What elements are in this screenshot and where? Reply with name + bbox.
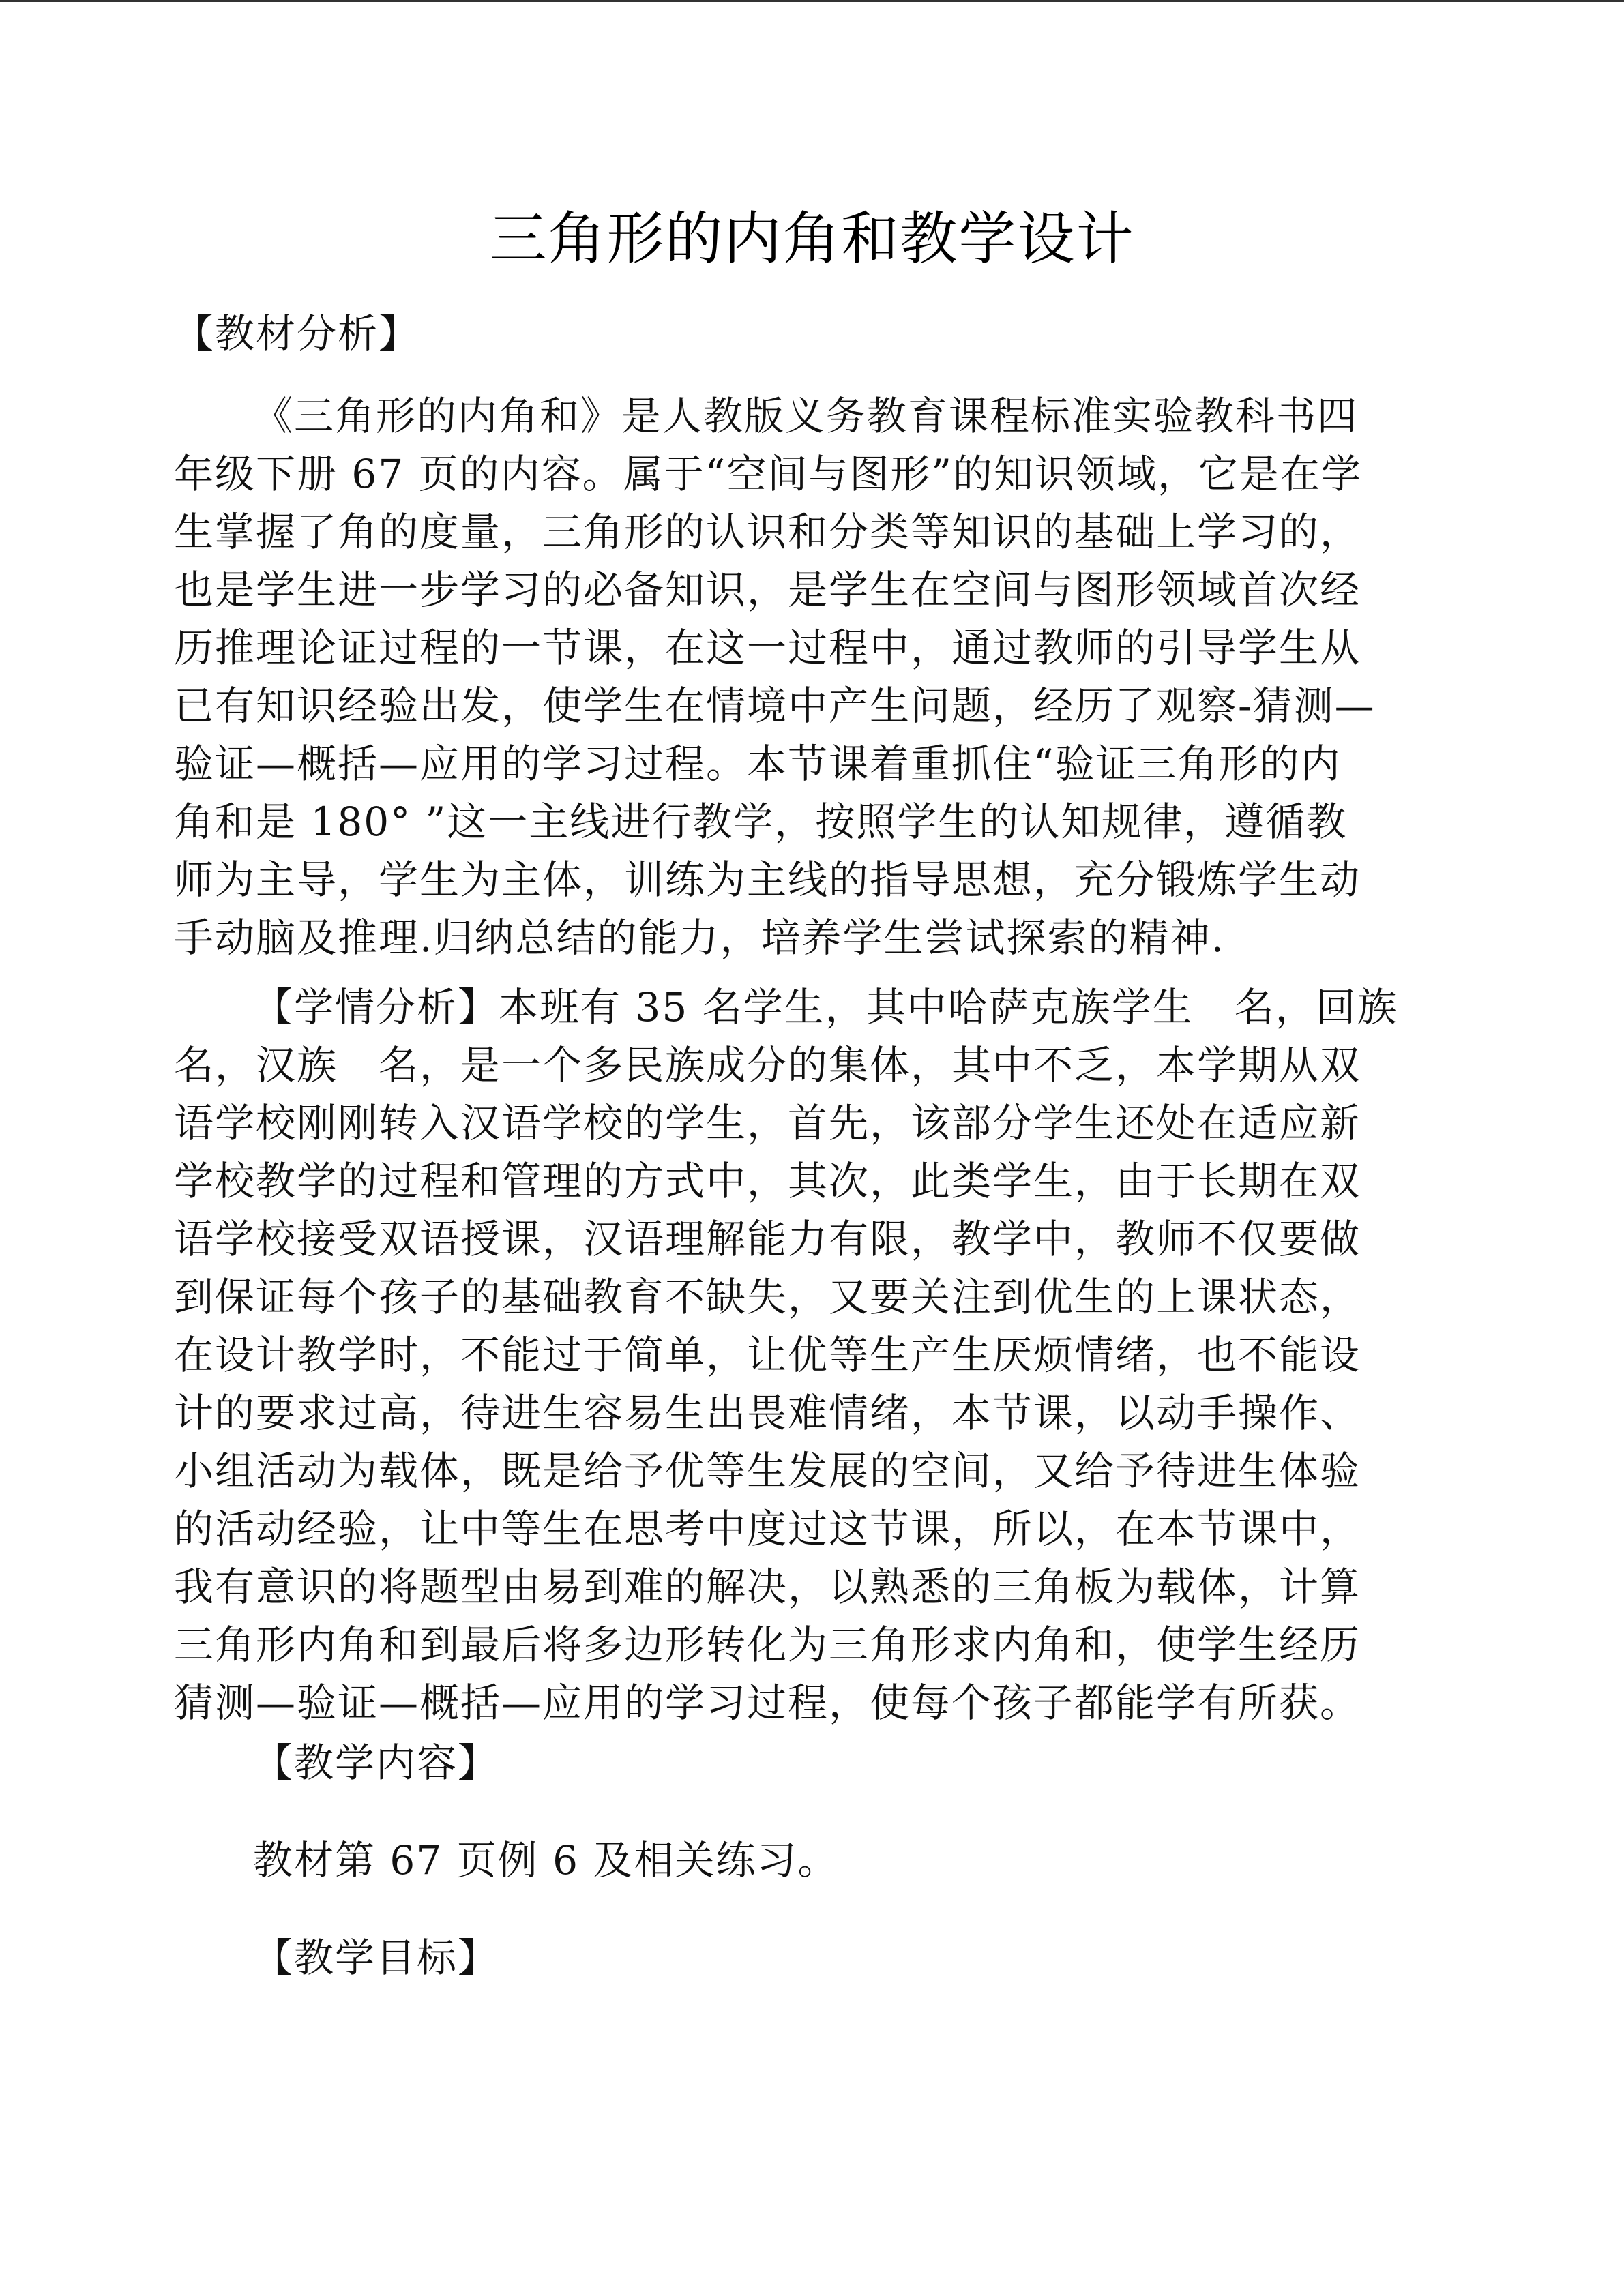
paragraph-line: 年级下册 67 页的内容。属于“空间与图形”的知识领域，它是在学 (174, 451, 1362, 497)
paragraph-line: 计的要求过高，待进生容易生出畏难情绪，本节课，以动手操作、 (174, 1390, 1361, 1436)
paragraph-line: 学校教学的过程和管理的方式中，其次，此类学生，由于长期在双 (174, 1158, 1361, 1204)
paragraph-line: 【学情分析】本班有 35 名学生，其中哈萨克族学生 名，回族 (253, 984, 1398, 1030)
paragraph-line: 验证—概括—应用的学习过程。本节课着重抓住“验证三角形的内 (174, 741, 1342, 787)
paragraph-line: 语学校刚刚转入汉语学校的学生，首先，该部分学生还处在适应新 (174, 1100, 1361, 1146)
paragraph-line: 小组活动为载体，既是给予优等生发展的空间，又给予待进生体验 (174, 1448, 1361, 1494)
paragraph-line: 三角形内角和到最后将多边形转化为三角形求内角和，使学生经历 (174, 1622, 1361, 1668)
teaching-content-text: 教材第 67 页例 6 及相关练习。 (253, 1837, 839, 1883)
paragraph-line: 在设计教学时，不能过于简单，让优等生产生厌烦情绪，也不能设 (174, 1332, 1361, 1378)
paragraph-line: 师为主导，学生为主体，训练为主线的指导思想，充分锻炼学生动 (174, 856, 1361, 903)
paragraph-line: 已有知识经验出发，使学生在情境中产生问题，经历了观察-猜测— (174, 683, 1376, 729)
paragraph-line: 手动脑及推理.归纳总结的能力，培养学生尝试探索的精神. (174, 914, 1225, 961)
paragraph-textbook-analysis (174, 387, 1456, 967)
paragraph-line: 语学校接受双语授课，汉语理解能力有限，教学中，教师不仅要做 (174, 1216, 1361, 1262)
section-heading-textbook-analysis: 【教材分析】 (174, 310, 420, 357)
paragraph-line: 名，汉族 名，是一个多民族成分的集体，其中不乏，本学期从双 (174, 1042, 1361, 1088)
paragraph-line: 《三角形的内角和》是人教版义务教育课程标准实验教科书四 (253, 393, 1359, 439)
document-title: 三角形的内角和教学设计 (489, 205, 1135, 272)
paragraph-line: 角和是 180° ”这一主线进行教学，按照学生的认知规律，遵循教 (174, 799, 1348, 845)
paragraph-line: 猜测—验证—概括—应用的学习过程，使每个孩子都能学有所获。 (174, 1680, 1361, 1726)
paragraph-line: 生掌握了角的度量，三角形的认识和分类等知识的基础上学习的， (174, 509, 1361, 555)
paragraph-line: 到保证每个孩子的基础教育不缺失，又要关注到优生的上课状态， (174, 1274, 1361, 1320)
paragraph-line: 也是学生进一步学习的必备知识，是学生在空间与图形领域首次经 (174, 567, 1361, 613)
paragraph-line: 我有意识的将题型由易到难的解决，以熟悉的三角板为载体，计算 (174, 1564, 1361, 1610)
paragraph-student-analysis (174, 979, 1456, 1732)
section-heading-teaching-content: 【教学内容】 (253, 1740, 499, 1786)
paragraph-line: 的活动经验，让中等生在思考中度过这节课，所以，在本节课中， (174, 1506, 1361, 1552)
section-heading-teaching-goals: 【教学目标】 (253, 1935, 499, 1981)
paragraph-line: 历推理论证过程的一节课，在这一过程中，通过教师的引导学生从 (174, 625, 1361, 671)
